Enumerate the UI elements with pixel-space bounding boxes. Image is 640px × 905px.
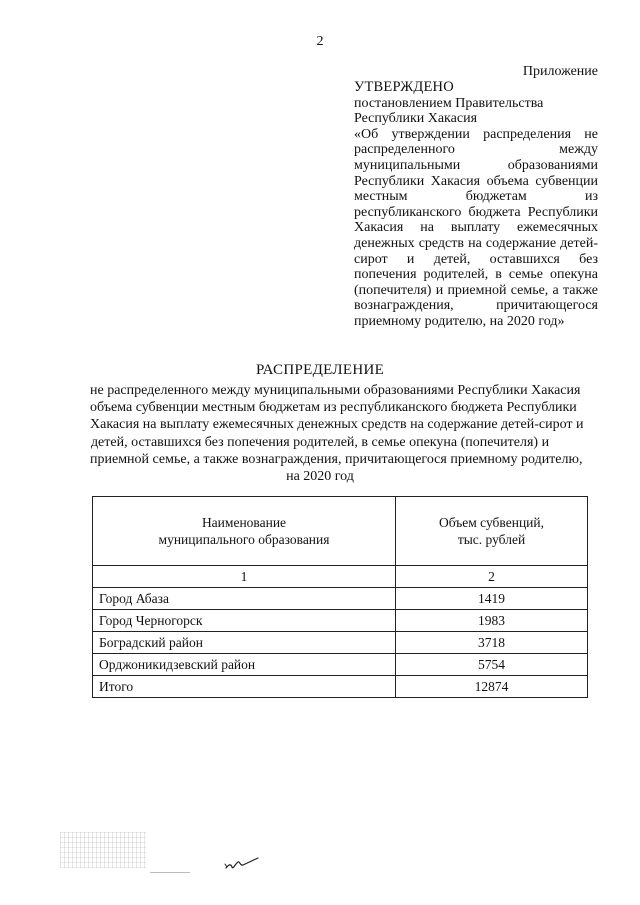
subtitle-line: на 2020 год <box>286 469 354 485</box>
header-text: Объем субвенций, <box>439 515 544 530</box>
municipality-name: Орджоникидзевский район <box>93 654 396 676</box>
approval-line: сирот и детей, оставшихся без <box>354 251 598 267</box>
appendix-label: Приложение <box>522 64 598 79</box>
column-number-row <box>93 566 588 588</box>
header-text: Наименование <box>201 515 287 530</box>
approval-block <box>354 80 598 330</box>
header-subvention-amount <box>396 497 588 566</box>
subtitle-line: приемной семье, а также вознаграждения, причитающегося приемному родителю, <box>90 451 583 467</box>
subvention-value: 1419 <box>396 588 588 610</box>
approval-line: распределенного между <box>354 142 598 158</box>
approval-heading: УТВЕРЖДЕНО <box>354 79 454 95</box>
municipality-name: Боградский район <box>93 632 396 654</box>
approval-line: республиканского бюджета Республики <box>354 204 598 220</box>
page-number: 2 <box>316 34 324 49</box>
distribution-table <box>92 496 588 698</box>
approval-line: вознаграждения, причитающегося <box>354 298 598 314</box>
column-number: 1 <box>93 566 396 588</box>
approval-line: (попечителя) и приемной семье, а также <box>354 282 598 298</box>
subvention-value: 3718 <box>396 632 588 654</box>
subtitle-line: детей, оставшихся без попечения родителей, в семье опекуна (попечителя) и <box>90 434 550 450</box>
total-value: 12874 <box>396 676 588 698</box>
approval-line: Республики Хакасия <box>354 111 478 127</box>
approval-line: местным бюджетам из <box>354 189 598 205</box>
total-label: Итого <box>93 676 396 698</box>
approval-line: Хакасия на выплату ежемесячных <box>354 220 598 236</box>
document-title: РАСПРЕДЕЛЕНИЕ <box>255 362 385 378</box>
approval-line: денежных средств на содержание детей- <box>354 235 598 251</box>
column-number: 2 <box>396 566 588 588</box>
faint-stamp-mark <box>60 832 146 868</box>
municipality-name: Город Абаза <box>93 588 396 610</box>
table-row <box>93 654 588 676</box>
header-municipality <box>93 497 396 566</box>
subtitle-line: Хакасия на выплату ежемесячных денежных средств на содержание детей-сирот и <box>90 417 584 433</box>
municipality-name: Город Черногорск <box>93 610 396 632</box>
header-text: муниципального образования <box>158 532 330 547</box>
approval-line: Республики Хакасия объема субвенции <box>354 173 598 189</box>
approval-line: «Об утверждении распределения не <box>354 126 598 142</box>
table-row-total <box>93 676 588 698</box>
approval-line: постановлением Правительства <box>354 95 544 111</box>
table-row <box>93 610 588 632</box>
subvention-value: 5754 <box>396 654 588 676</box>
table-row <box>93 632 588 654</box>
subvention-value: 1983 <box>396 610 588 632</box>
table-row <box>93 588 588 610</box>
table-header-row <box>93 497 588 566</box>
stamp-underline <box>150 872 190 873</box>
approval-line: попечения родителей, в семье опекуна <box>354 267 598 283</box>
header-text: тыс. рублей <box>457 532 526 547</box>
subtitle-line: объема субвенции местным бюджетам из республиканского бюджета Республики <box>90 400 577 416</box>
approval-line: муниципальными образованиями <box>354 157 598 173</box>
approval-line: приемному родителю, на 2020 год» <box>354 313 565 329</box>
subtitle-line: не распределенного между муниципальными образованиями Республики Хакасия <box>90 383 581 398</box>
document-subtitle <box>90 382 584 485</box>
signature-mark <box>222 852 262 874</box>
